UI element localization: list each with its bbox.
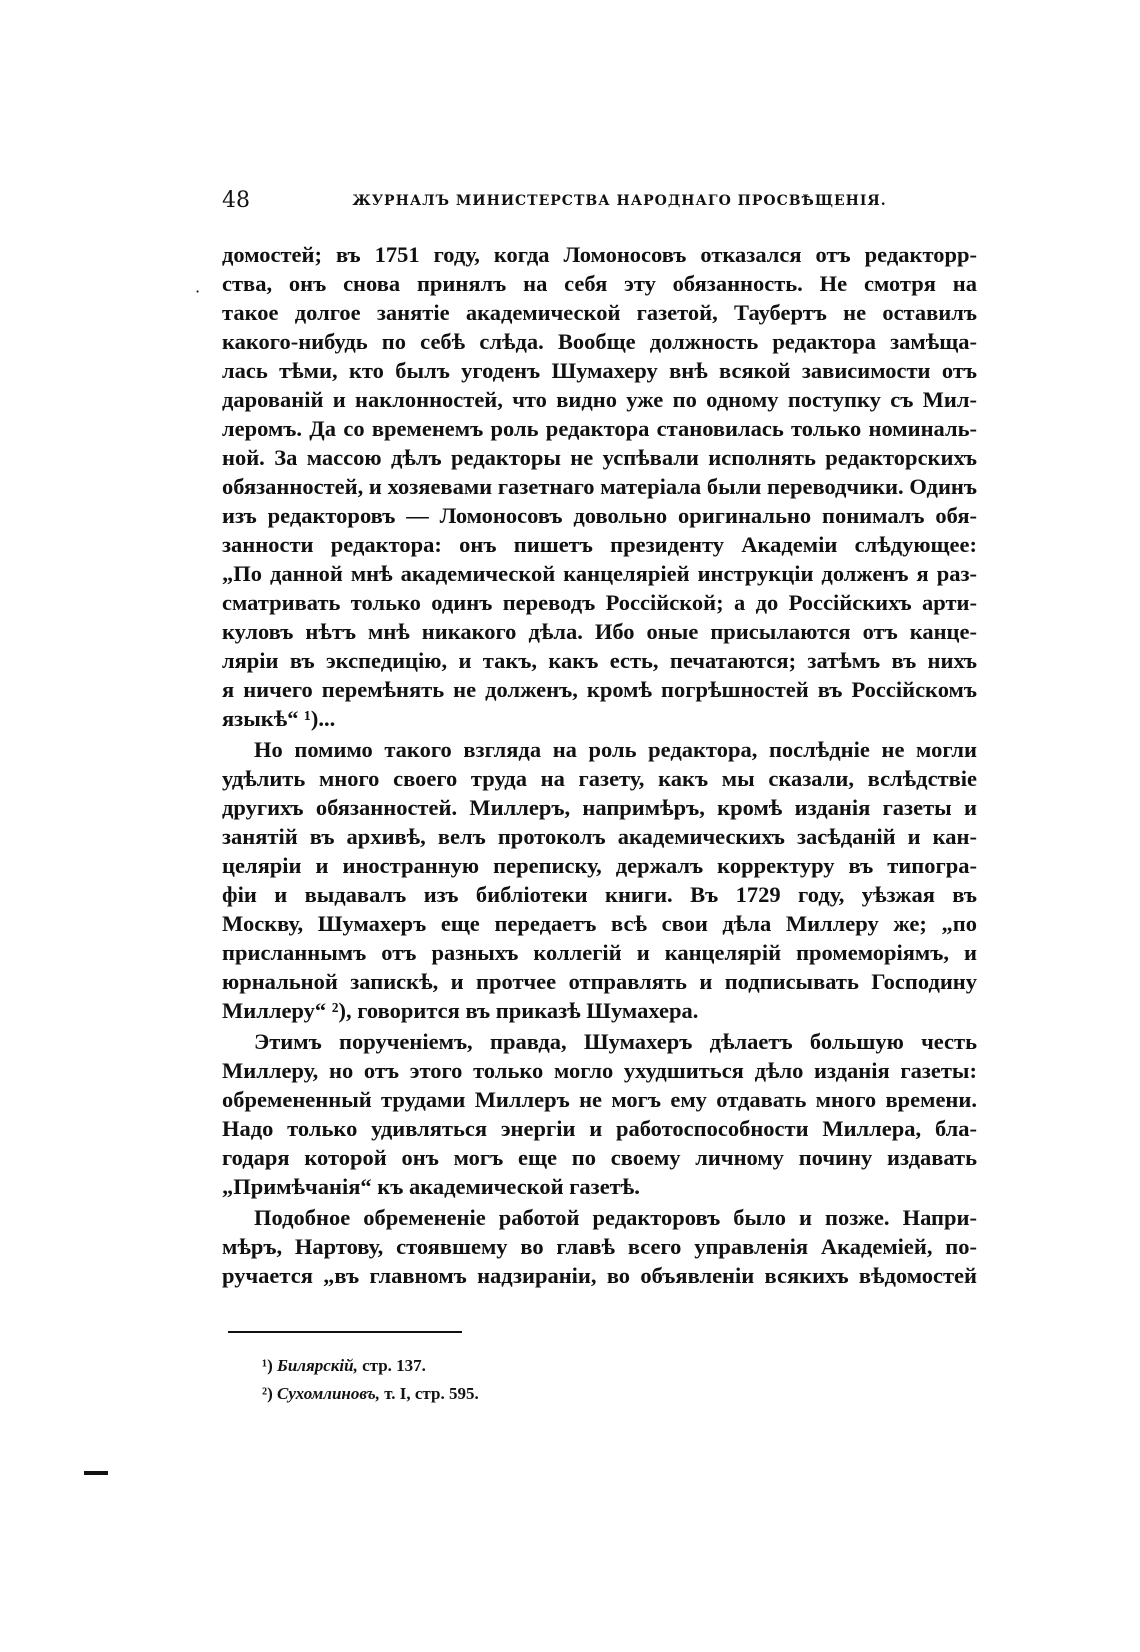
footnote-mark: ¹) <box>262 1356 273 1375</box>
text-line: изъ редакторовъ — Ломоносовъ довольно оригинально понималъ обя- <box>222 503 977 528</box>
text-line: занности редактора: онъ пишетъ президенту Академіи слѣдующее: <box>222 532 977 557</box>
text-line: целяріи и иностранную переписку, держалъ корректуру въ типогра- <box>222 853 977 878</box>
text-line: занятій въ архивѣ, велъ протоколъ академическихъ засѣданій и кан- <box>222 824 977 849</box>
text-line: годаря которой онъ могъ еще по своему личному почину издавать <box>222 1145 977 1170</box>
margin-dot: · <box>195 282 201 301</box>
text-line: Этимъ порученіемъ, правда, Шумахеръ дѣлаетъ большую честь <box>254 1029 977 1054</box>
text-line: Подобное обремененіе работой редакторовъ было и позже. Напри- <box>254 1205 977 1230</box>
text-line: юрнальной запискѣ, и протчее отправлять и подписывать Господину <box>222 969 977 994</box>
text-line: Надо только удивляться энергіи и работоспособности Миллера, бла- <box>222 1116 977 1141</box>
paragraph <box>222 240 977 733</box>
text-line: лась тѣми, кто былъ угоденъ Шумахеру внѣ всякой зависимости отъ <box>222 358 977 383</box>
text-line: фіи и выдавалъ изъ библіотеки книги. Въ 1729 году, уѣзжая въ <box>222 882 977 907</box>
text-line: такое долгое занятіе академической газетой, Таубертъ не оставилъ <box>222 300 977 325</box>
text-line: Москву, Шумахеръ еще передаетъ всѣ свои дѣла Миллеру же; „по <box>222 911 977 936</box>
running-title: ЖУРНАЛЪ МИНИСТЕРСТВА НАРОДНАГО ПРОСВѢЩЕНІЯ. <box>352 193 887 209</box>
footnote-author: Сухомлиновъ, <box>277 1384 380 1403</box>
page-header <box>222 188 977 214</box>
text-line: ной. За массою дѣлъ редакторы не успѣвали исполнять редакторскихъ <box>222 445 977 470</box>
text-line: мѣръ, Нартову, стоявшему во главѣ всего управленія Академіей, по- <box>222 1234 977 1259</box>
footnote-ref: т. I, стр. 595. <box>384 1384 479 1403</box>
footnote-rule <box>228 1331 462 1333</box>
text-line: языкѣ“ ¹)... <box>222 706 336 731</box>
text-line: сматривать только одинъ переводъ Россійской; а до Россійскихъ арти- <box>222 590 977 615</box>
text-line: дарованій и наклонностей, что видно уже по одному поступку съ Мил- <box>222 387 977 412</box>
footnote-mark: ²) <box>262 1384 273 1403</box>
text-line: куловъ нѣтъ мнѣ никакого дѣла. Ибо оные присылаются отъ канце- <box>222 619 977 644</box>
text-line: другихъ обязанностей. Миллеръ, напримѣръ, кромѣ изданія газеты и <box>222 795 977 820</box>
text-line: леромъ. Да со временемъ роль редактора становилась только номиналь- <box>222 416 977 441</box>
text-line: ручается „въ главномъ надзираніи, во объявленіи всякихъ вѣдомостей <box>222 1263 977 1288</box>
text-line: „Примѣчанія“ къ академической газетѣ. <box>222 1174 640 1199</box>
text-line: Миллеру, но отъ этого только могло ухудшиться дѣло изданія газеты: <box>222 1058 977 1083</box>
footnote <box>262 1352 479 1380</box>
text-line: обремененный трудами Миллеръ не могъ ему отдавать много времени. <box>222 1087 977 1112</box>
paragraph <box>222 1203 977 1290</box>
text-line: ства, онъ снова принялъ на себя эту обязанность. Не смотря на <box>222 271 977 296</box>
text-line: Но помимо такого взгляда на роль редактора, послѣдніе не могли <box>254 737 977 762</box>
footnote-ref: стр. 137. <box>362 1356 426 1375</box>
footnote <box>262 1380 479 1408</box>
margin-mark <box>84 1471 108 1475</box>
text-line: я ничего перемѣнять не долженъ, кромѣ погрѣшностей въ Россійскомъ <box>222 677 977 702</box>
text-line: обязанностей, и хозяевами газетнаго матеріала были переводчики. Одинъ <box>222 474 977 499</box>
text-line: домостей; въ 1751 году, когда Ломоносовъ отказался отъ редакторр- <box>222 242 977 267</box>
footnotes <box>262 1352 479 1408</box>
page-number: 48 <box>222 188 250 213</box>
text-line: „По данной мнѣ академической канцеляріей инструкціи долженъ я раз- <box>222 561 977 586</box>
text-line: удѣлить много своего труда на газету, какъ мы сказали, вслѣдствіе <box>222 766 977 791</box>
text-line: присланнымъ отъ разныхъ коллегій и канцелярій промеморіямъ, и <box>222 940 977 965</box>
text-line: какого-нибудь по себѣ слѣда. Вообще должность редактора замѣща- <box>222 329 977 354</box>
paragraph <box>222 735 977 1025</box>
text-line: Миллеру“ ²), говорится въ приказѣ Шумахера. <box>222 998 699 1023</box>
body-text <box>222 240 977 1290</box>
footnote-author: Билярскій, <box>277 1356 358 1375</box>
paragraph <box>222 1027 977 1201</box>
text-line: ляріи въ экспедицію, и такъ, какъ есть, печатаются; затѣмъ въ нихъ <box>222 648 977 673</box>
